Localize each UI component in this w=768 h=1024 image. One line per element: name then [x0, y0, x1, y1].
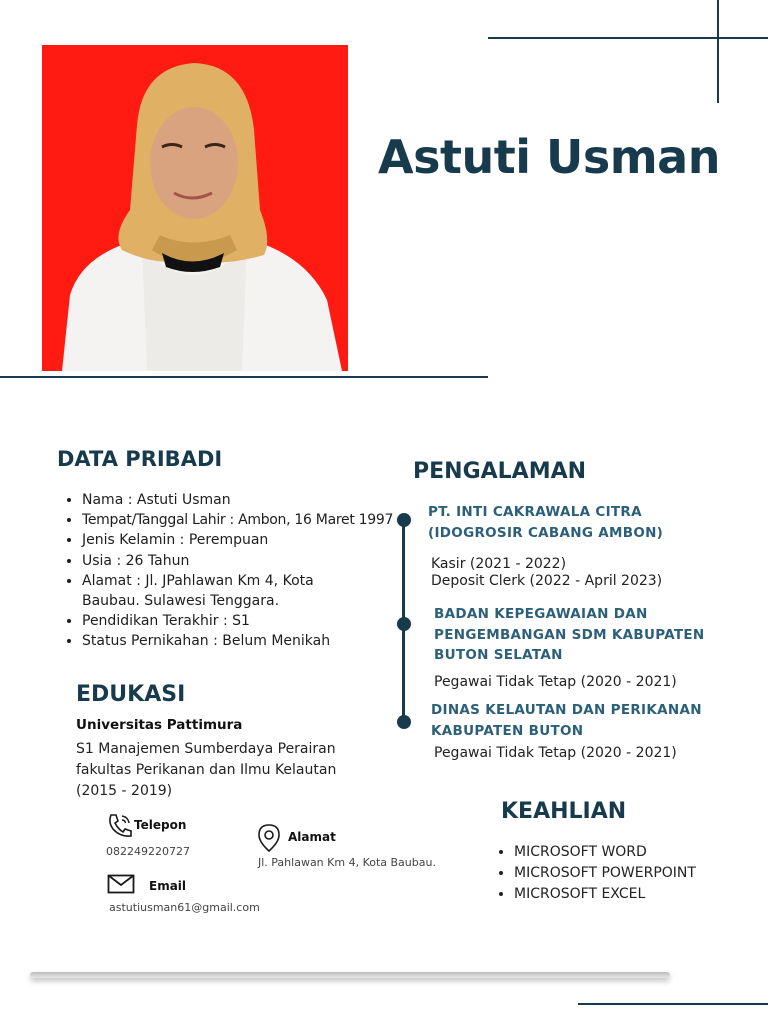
phone-label: Telepon [134, 818, 187, 832]
data-pribadi-heading: DATA PRIBADI [57, 447, 223, 471]
experience-detail: Deposit Clerk (2022 - April 2023) [431, 573, 663, 589]
list-item: • MICROSOFT POWERPOINT [514, 863, 696, 884]
address-label: Alamat [288, 830, 336, 844]
experience-title: BADAN KEPEGAWAIAN DAN PENGEMBANGAN SDM KABUPATEN BUTON SELATAN [434, 606, 705, 663]
experience-title: DINAS KELAUTAN DAN PERIKANAN KABUPATEN BUTON [431, 702, 702, 739]
address-value: Jl. Pahlawan Km 4, Kota Baubau. [258, 856, 436, 869]
list-item: • Usia : 26 Tahun [82, 551, 412, 571]
top-right-horizontal-line [488, 37, 768, 39]
footer-shadow-bar [30, 972, 670, 978]
phone-icon [106, 812, 134, 842]
pengalaman-heading: PENGALAMAN [413, 459, 587, 484]
email-value[interactable]: astutiusman61@gmail.com [109, 901, 260, 914]
portrait-illustration [42, 45, 348, 371]
experience-detail: Kasir (2021 - 2022) [431, 556, 567, 572]
profile-photo [42, 45, 348, 371]
email-label: Email [149, 879, 187, 893]
bottom-right-line [578, 1003, 768, 1005]
edukasi-heading: EDUKASI [76, 682, 186, 707]
experience-detail: Pegawai Tidak Tetap (2020 - 2021) [434, 745, 677, 761]
list-item: • Pendidikan Terakhir : S1 [82, 611, 412, 631]
list-item: • Nama : Astuti Usman [82, 490, 412, 510]
keahlian-heading: KEAHLIAN [501, 799, 627, 824]
top-right-vertical-line [717, 0, 719, 103]
experience-title: PT. INTI CAKRAWALA CITRA (IDOGROSIR CABANG AMBON) [428, 504, 664, 541]
mail-icon [107, 874, 135, 898]
list-item: • Status Pernikahan : Belum Menikah [82, 631, 412, 651]
location-pin-icon [256, 823, 282, 857]
timeline-dot [397, 617, 411, 631]
experience-detail: Pegawai Tidak Tetap (2020 - 2021) [434, 674, 677, 690]
personal-data-list [60, 490, 412, 652]
list-item: • MICROSOFT WORD [514, 842, 696, 863]
education-university: Universitas Pattimura [76, 717, 243, 733]
profile-name: Astuti Usman [378, 130, 720, 184]
education-description: S1 Manajemen Sumberdaya Perairan fakultas Perikanan dan Ilmu Kelautan (2015 - 2019) [76, 741, 337, 799]
list-item: • Tempat/Tanggal Lahir : Ambon, 16 Maret 1997 [82, 510, 412, 530]
timeline-dot [397, 715, 411, 729]
list-item: • Alamat : Jl. JPahlawan Km 4, Kota Baubau. Sulawesi Tenggara. [82, 571, 372, 611]
phone-value[interactable]: 082249220727 [106, 845, 190, 858]
skills-list [494, 842, 696, 905]
timeline-dot [397, 513, 411, 527]
list-item: • MICROSOFT EXCEL [514, 884, 696, 905]
list-item: • Jenis Kelamin : Perempuan [82, 530, 412, 550]
header-divider-line [0, 376, 488, 378]
